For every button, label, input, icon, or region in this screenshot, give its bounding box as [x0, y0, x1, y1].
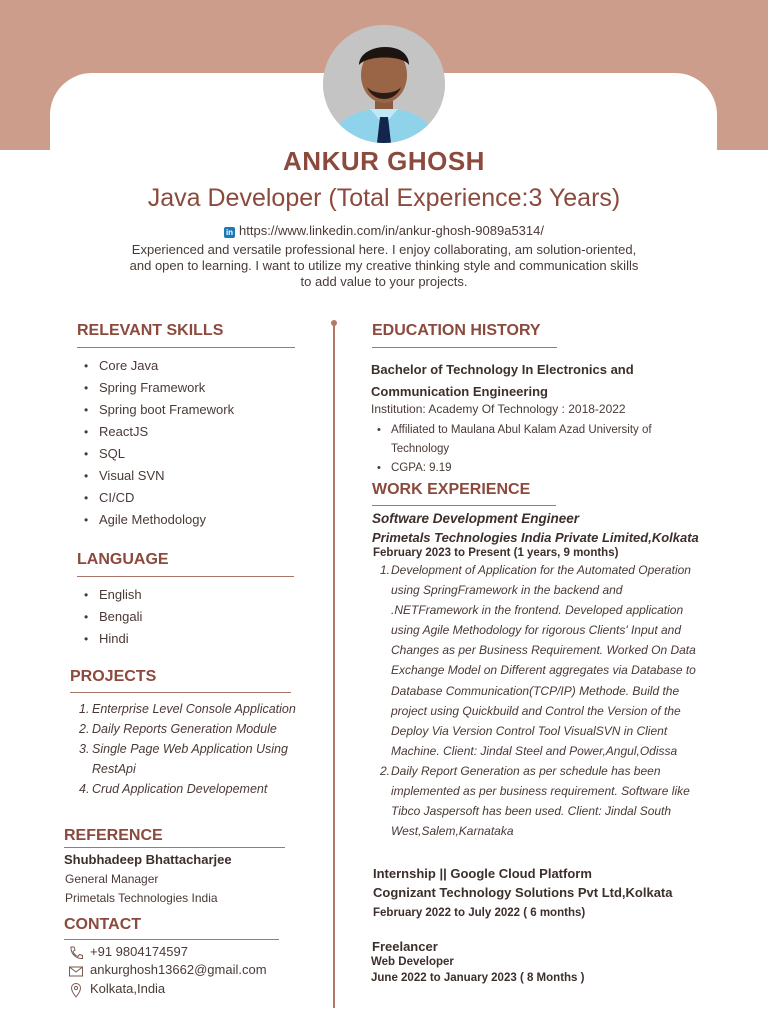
reference-company: Primetals Technologies India — [65, 891, 218, 905]
education-bullet: • Affiliated to Maulana Abul Kalam Azad University of Technology — [371, 421, 661, 459]
contact-phone[interactable] — [68, 943, 188, 961]
column-divider — [333, 323, 335, 1008]
internship-dates: February 2022 to July 2022 ( 6 months) — [373, 907, 586, 919]
project-item: 1. Enterprise Level Console Application — [79, 702, 296, 716]
project-item: 2. Daily Reports Generation Module — [79, 722, 277, 736]
job-dates: February 2023 to Present (1 years, 9 months) — [373, 547, 619, 559]
location-text: Kolkata,India — [90, 981, 166, 996]
projects-list — [70, 699, 320, 799]
language-list — [77, 584, 142, 650]
skills-rule — [77, 347, 295, 348]
linkedin-line — [0, 223, 768, 238]
skill-item: • Spring boot Framework — [77, 399, 234, 421]
project-item: 3. Single Page Web Application Using RestApi — [79, 742, 288, 776]
job-title: Software Development Engineer — [372, 511, 580, 526]
skill-item: • SQL — [77, 443, 234, 465]
projects-heading: PROJECTS — [70, 668, 157, 685]
linkedin-link[interactable]: https://www.linkedin.com/in/ankur-ghosh-9089a5314/ — [239, 223, 544, 238]
freelance-title: Freelancer — [372, 939, 438, 954]
contact-email[interactable] — [68, 961, 267, 979]
duty-item: 1. Development of Application for the Automated Operation using SpringFramework in the backend and .NETFramework in the frontend. Developed application using Agile Methodology for rigorous Clients' Input and Changes as per Business Requirement. Worked On Data Exchange Model on Different aggregates via Database to Database Communication(TCP/IP) Methode. Build the project using Quickbuild and Control the Version of the Deploy Via Version Control Tool VisualSVN in Client Machine. Client: Jindal Steel and Power,Angul,Odissa — [380, 563, 696, 758]
work-heading: WORK EXPERIENCE — [372, 481, 531, 498]
phone-icon — [68, 945, 84, 961]
reference-role: General Manager — [65, 872, 159, 886]
divider-dot — [331, 320, 337, 326]
location-pin-icon — [68, 982, 84, 998]
skill-item: • CI/CD — [77, 487, 234, 509]
reference-name: Shubhadeep Bhattacharjee — [64, 852, 232, 867]
duty-item: 2. Daily Report Generation as per schedule has been implemented as per business requirement. Software like Tibco Jaspersoft has been used. Client: Jindal South West,Salem,Karnataka — [380, 763, 690, 839]
skills-list — [77, 355, 234, 531]
email-address: ankurghosh13662@gmail.com — [90, 962, 267, 977]
internship-title: Internship || Google Cloud Platform — [373, 866, 592, 881]
language-item: • Bengali — [77, 606, 142, 628]
language-rule — [77, 576, 294, 577]
profile-photo — [323, 25, 445, 143]
job-company: Primetals Technologies India Private Limited,Kolkata — [372, 530, 699, 545]
profile-summary: Experienced and versatile professional here. I enjoy collaborating, am solution-oriented, and open to learning. I want to utilize my creative thinking style and communication skills to add value to your projects. — [129, 242, 639, 289]
internship-company: Cognizant Technology Solutions Pvt Ltd,Kolkata — [373, 885, 673, 900]
contact-location — [68, 980, 165, 998]
reference-heading: REFERENCE — [64, 827, 163, 844]
contact-heading: CONTACT — [64, 916, 142, 933]
phone-number: +91 9804174597 — [90, 944, 188, 959]
project-item: 4. Crud Application Developement — [79, 782, 268, 796]
linkedin-icon: in — [225, 228, 234, 237]
skills-heading: RELEVANT SKILLS — [77, 322, 224, 339]
skill-item: • Spring Framework — [77, 377, 234, 399]
education-degree: Bachelor of Technology In Electronics and Communication Engineering — [371, 362, 634, 399]
education-bullet: • CGPA: 9.19 — [371, 459, 681, 478]
projects-rule — [70, 692, 291, 693]
job-duties — [372, 560, 712, 841]
language-heading: LANGUAGE — [77, 551, 169, 568]
candidate-name: ANKUR GHOSH — [283, 146, 485, 176]
education-institution: Institution: Academy Of Technology : 2018-2022 — [371, 402, 626, 416]
skill-item: • ReactJS — [77, 421, 234, 443]
freelance-role: Web Developer — [371, 956, 454, 968]
education-rule — [372, 347, 557, 348]
job-headline: Java Developer (Total Experience:3 Years) — [147, 184, 621, 212]
contact-rule — [64, 939, 279, 940]
skill-item: • Visual SVN — [77, 465, 234, 487]
work-rule — [372, 505, 556, 506]
email-icon — [68, 963, 84, 979]
freelance-dates: June 2022 to January 2023 ( 8 Months ) — [371, 972, 585, 984]
skill-item: • Agile Methodology — [77, 509, 234, 531]
reference-rule — [64, 847, 285, 848]
education-details — [371, 421, 681, 478]
language-item: • English — [77, 584, 142, 606]
education-heading: EDUCATION HISTORY — [372, 322, 541, 339]
skill-item: • Core Java — [77, 355, 234, 377]
language-item: • Hindi — [77, 628, 142, 650]
